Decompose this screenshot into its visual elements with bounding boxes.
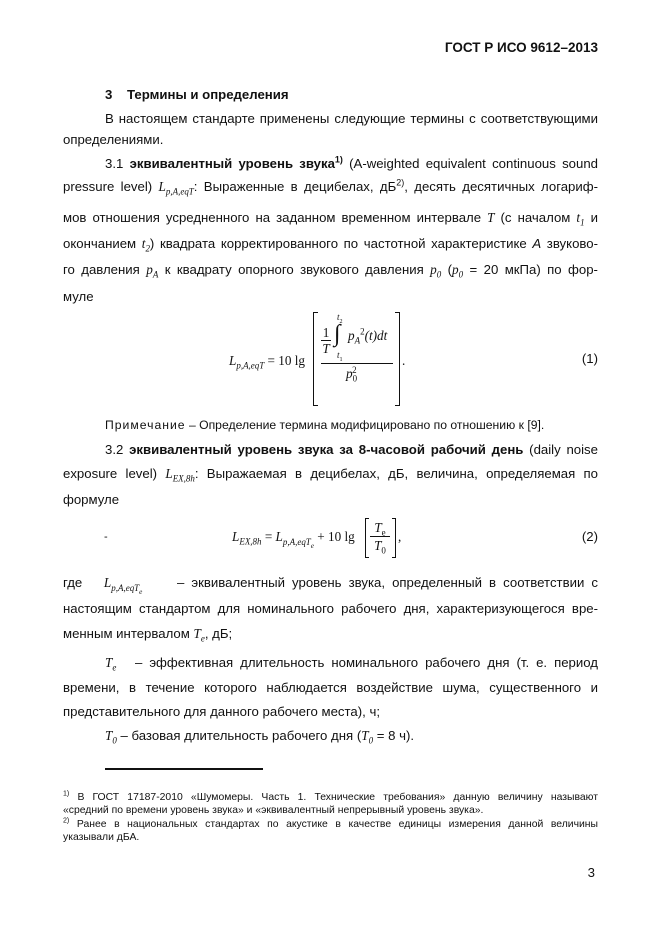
formula1-integral-lower: $t_1$: [337, 350, 343, 363]
formula1-fraction-bar: [321, 363, 393, 364]
formula1-integral-sign: ∫: [334, 321, 341, 347]
formula1-denominator: $p_0^2$: [346, 364, 358, 384]
formula2-right-bracket: [392, 518, 396, 558]
where-sym2: $T_e$: [105, 655, 117, 673]
where-line7: $T_0$ – базовая длительность рабочего дня ($T_0 = 8$ ч).: [105, 728, 415, 746]
term2-line3: формуле: [63, 492, 120, 507]
term1-english-cont: pressure level): [63, 179, 153, 194]
term2-number: 3.2: [105, 442, 124, 457]
note-label: Примечание: [105, 418, 186, 432]
term1-number: 3.1: [105, 156, 124, 171]
formula1-eq: = 10 lg: [267, 353, 306, 368]
formula2-dash: -: [104, 531, 108, 543]
term2-title: эквивалентный уровень звука за 8-часовой рабочий день: [129, 442, 524, 457]
where-line4: [105, 655, 598, 671]
note-text: – Определение термина модифицировано по отношению к [9].: [188, 418, 545, 432]
footnote-1: $^{1)}$ В ГОСТ 17187-2010 «Шумомеры. Часть 1. Технические требования» данную величину называют «средний по времени уровень звука» и «эквивалентный непрерывный уровень звука».: [63, 790, 599, 816]
formula1-right-bracket: [395, 312, 400, 406]
document-header: ГОСТ Р ИСО 9612–2013: [444, 40, 598, 55]
where-def2-a: – эффективная длительность номинального рабочего дня (т. е. период: [135, 655, 598, 670]
formula1-number: (1): [581, 351, 598, 366]
footnote2-ref: 2): [63, 817, 70, 825]
formula2-fraction: $T_e$ $T_0$: [370, 519, 390, 554]
term1-text1b: , десять десятичных логариф-: [404, 179, 598, 194]
where-line5: времени, в течение которого наблюдается воздействие шума, существенного и: [63, 680, 598, 695]
term1-symbol: $L_{p,A,eqT}$: [158, 179, 194, 197]
term2-line2: exposure level) $L_{EX,8h}$: Выражаемая в децибелах, дБ, величина, определяемая по: [63, 466, 598, 484]
section-number: 3: [105, 87, 113, 102]
formula1-lhs: $L_{p,A,eqT}$: [229, 353, 265, 371]
formula-1: [229, 310, 419, 410]
where-word: где: [63, 575, 83, 590]
where-line1: [63, 575, 598, 596]
term1-line6: муле: [63, 289, 94, 304]
where-line6: представительного для данного рабочего места), ч;: [63, 704, 381, 719]
term1-text1: : Выраженные в децибелах, дБ: [193, 179, 397, 194]
formula1-T: T: [322, 341, 330, 356]
where-line2: настоящим стандартом для номинального рабочего дня, характеризующегося вре-: [63, 601, 598, 616]
section-intro-line2: определениями.: [63, 132, 164, 147]
term1-line4: окончанием $t_2$) квадрата корректированного по частотной характеристике A звуково-: [63, 236, 598, 254]
term1-title: эквивалентный уровень звука: [129, 156, 335, 171]
footnote-2: $^{2)}$ Ранее в национальных стандартах по акустике в качестве единицы измерения данной величины указывали дБА.: [63, 817, 599, 843]
where-sym1: $L_{p,A,eqT_e}$: [103, 575, 143, 596]
formula1-integrand: $p_A^2(t)dt$: [348, 326, 388, 346]
formula1-integral-upper: $t_2$: [337, 312, 343, 325]
page-number: 3: [587, 865, 595, 880]
formula1-end: .: [402, 353, 406, 368]
section-heading: [105, 87, 598, 103]
formula2-left-bracket: [365, 518, 369, 558]
term1-line1: [105, 156, 598, 172]
term1-line2: [63, 179, 598, 195]
footnote1-ref: 1): [63, 790, 70, 798]
formula1-one: 1: [322, 325, 330, 340]
term1-english: (A-weighted equivalent continuous sound: [349, 156, 599, 171]
term2-english: (daily noise: [529, 442, 598, 457]
where-sym3: $T_0$: [105, 728, 117, 746]
section-title: Термины и определения: [127, 87, 289, 102]
term1-line3: мов отношения усредненного на заданном временном интервале T (с началом $t_1$ и: [63, 210, 598, 228]
term1-footnote-ref2: 2): [396, 177, 405, 188]
formula1-left-bracket: [313, 312, 318, 406]
formula2-number: (2): [581, 529, 598, 544]
term2-line1: [105, 442, 598, 458]
formula-2: $L_{EX,8h} = L_{p,A,eqT_e} + 10$ lg $T_e$ $T_0$ ,: [232, 518, 432, 558]
formula2-end: ,: [398, 529, 402, 544]
term1-note: [105, 418, 544, 432]
where-line3: менным интервалом $T_e$, дБ;: [63, 626, 233, 644]
term1-line5: го давления $p_A$ к квадрату опорного звукового давления $p_0$ ($p_0 = 20$ мкПа) по фор-: [63, 262, 598, 280]
term1-footnote-ref: 1): [334, 154, 343, 165]
where-def1-a: – эквивалентный уровень звука, определенный в соответствии с: [177, 575, 598, 590]
footnote-separator: [105, 768, 263, 770]
section-intro-line1: В настоящем стандарте применены следующие термины с соответствующими: [105, 111, 598, 126]
